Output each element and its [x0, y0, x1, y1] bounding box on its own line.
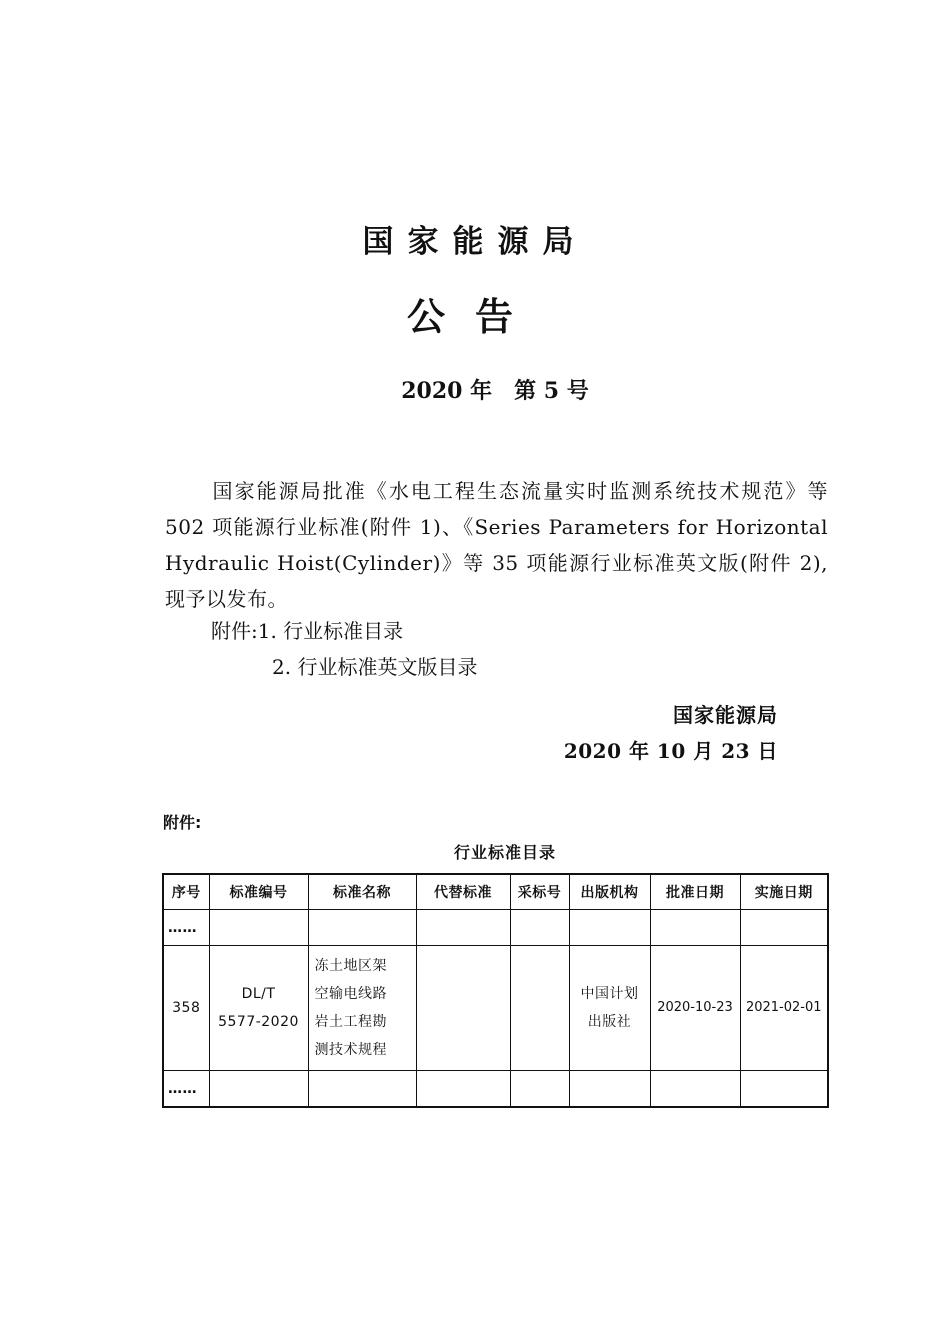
- name-line-2: 空输电线路: [314, 986, 387, 1002]
- ellipsis-cell: ……: [163, 1071, 209, 1108]
- code-line-1: DL/T: [241, 986, 276, 1002]
- table-title: 行业标准目录: [453, 843, 556, 862]
- cell-approve-date: 2020-10-23: [650, 946, 740, 1071]
- col-header-effective-date: 实施日期: [740, 874, 828, 910]
- col-header-approve-date: 批准日期: [650, 874, 740, 910]
- name-line-1: 冻土地区架: [314, 958, 387, 974]
- publisher-line-2: 出版社: [587, 1014, 632, 1030]
- table-row-ellipsis-top: [163, 910, 828, 946]
- col-header-replaced: 代替标准: [416, 874, 510, 910]
- col-header-code: 标准编号: [209, 874, 308, 910]
- col-header-adopted: 采标号: [510, 874, 569, 910]
- cell-seq: 358: [163, 946, 209, 1071]
- notice-paragraph: 国家能源局批准《水电工程生态流量实时监测系统技术规范》等 502 项能源行业标准(附件 1)、《Series Parameters for Horizontal Hydraulic Hoist(Cylinder)》等 35 项能源行业标准英文版(附件 2),现予以发布。: [165, 479, 828, 611]
- notice-body: [165, 473, 828, 617]
- publisher-line-1: 中国计划: [580, 986, 639, 1002]
- cell-publisher: [569, 946, 650, 1071]
- issue-number: 2020 年 第 5 号: [401, 378, 589, 404]
- attachment-line-2: 2. 行业标准英文版目录: [272, 655, 478, 679]
- notice-title: 公告: [406, 295, 543, 339]
- col-header-publisher: 出版机构: [569, 874, 650, 910]
- standards-table: [162, 873, 829, 1108]
- signature-date: 2020 年 10 月 23 日: [563, 739, 778, 763]
- cell-replaced: [416, 946, 510, 1071]
- table-row: [163, 946, 828, 1071]
- table-row-ellipsis-bottom: [163, 1071, 828, 1108]
- col-header-name: 标准名称: [308, 874, 416, 910]
- ellipsis-cell: ……: [163, 910, 209, 946]
- cell-effective-date: 2021-02-01: [740, 946, 828, 1071]
- signature-org: 国家能源局: [673, 703, 778, 727]
- attachment-line-1: 附件:1. 行业标准目录: [211, 619, 404, 643]
- appendix-label: 附件:: [163, 813, 202, 832]
- cell-name: [308, 946, 416, 1071]
- name-line-4: 测技术规程: [314, 1042, 387, 1058]
- name-line-3: 岩土工程勘: [314, 1014, 387, 1030]
- code-line-2: 5577-2020: [218, 1014, 299, 1030]
- table-header-row: [163, 874, 828, 910]
- col-header-seq: 序号: [163, 874, 209, 910]
- cell-adopted: [510, 946, 569, 1071]
- org-title: 国家能源局: [362, 224, 588, 260]
- cell-code: [209, 946, 308, 1071]
